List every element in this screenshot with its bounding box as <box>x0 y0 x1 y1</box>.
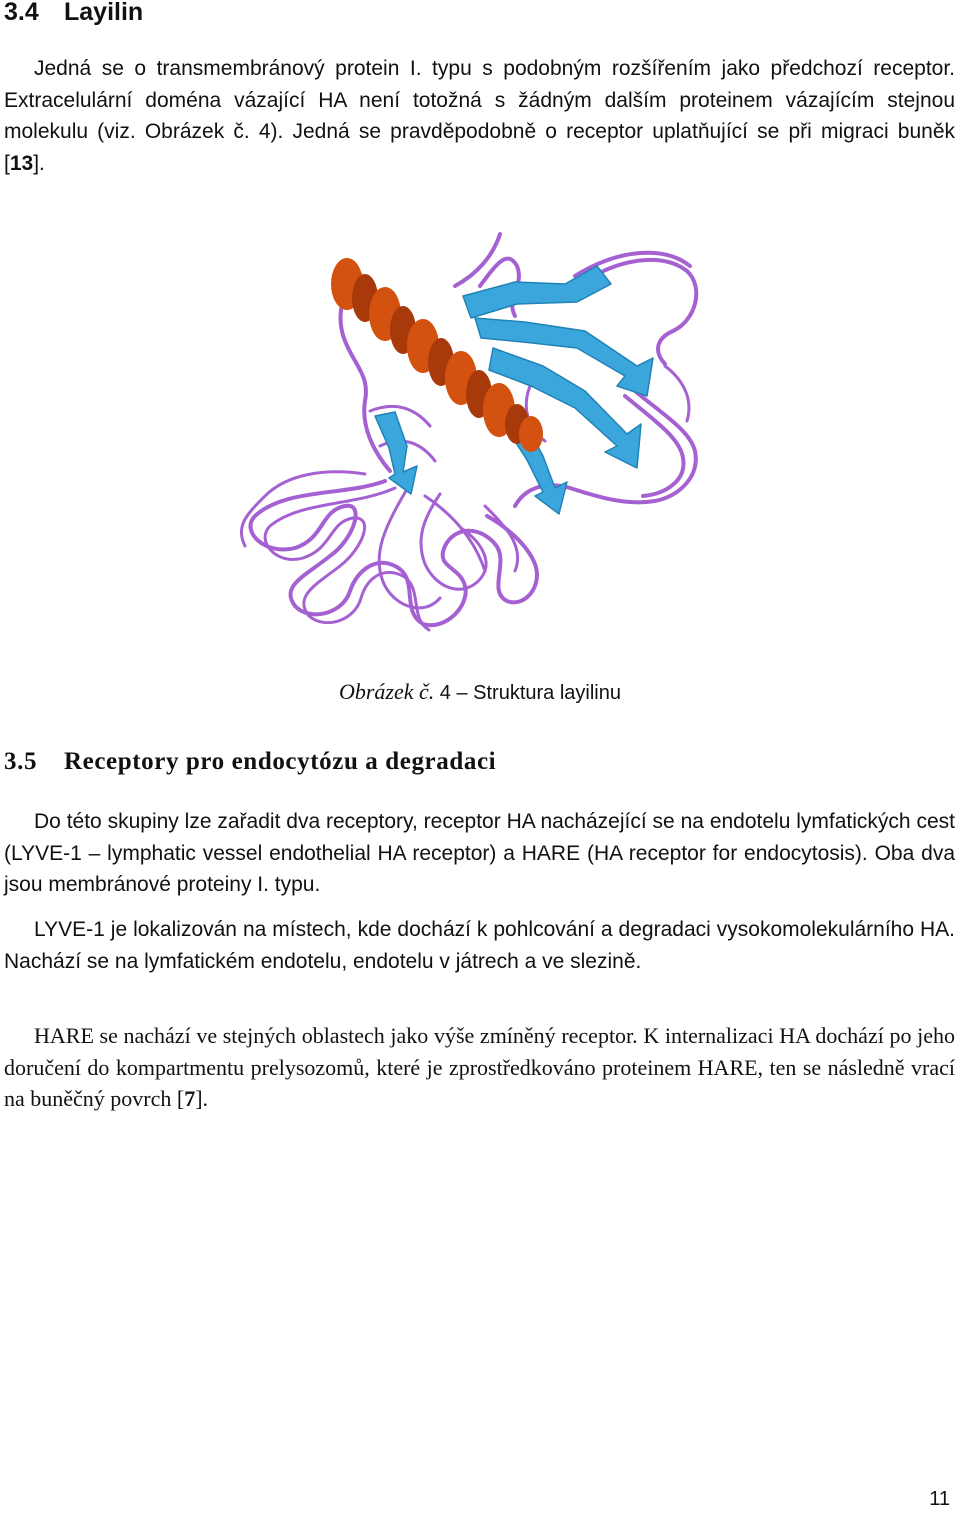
receptors-paragraph-2: LYVE-1 je lokalizován na místech, kde dochází k pohlcování a degradaci vysokomolekulárního HA. Nachází se na lymfatickém endotelu, endotelu v játrech a ve slezině. <box>4 918 955 973</box>
caption-label: Obrázek č. <box>338 679 435 704</box>
figure-caption <box>0 676 960 709</box>
coil-loops <box>241 234 696 630</box>
section-number: 3.5 <box>4 748 38 775</box>
layilin-structure-figure <box>225 226 715 636</box>
paragraph-text-end: ]. <box>33 151 45 175</box>
layilin-paragraph <box>4 53 955 179</box>
caption-text: 4 – Struktura layilinu <box>439 682 621 704</box>
citation-reference: 13 <box>9 151 34 175</box>
section-heading-layilin <box>4 0 143 27</box>
beta-sheet-strands <box>375 266 653 514</box>
section-title: Receptory pro endocytózu a degradaci <box>64 748 497 775</box>
section-heading-receptors <box>4 747 496 777</box>
paragraph-text-end: ]. <box>195 1086 209 1111</box>
paragraph-text: HARE se nachází ve stejných oblastech jako výše zmíněný receptor. K internalizaci HA dochází po jeho doručení do kompartmentu prelysozomů, které je zprostředkováno proteinem HARE, ten se následně vrací na buněčný povrch [ <box>4 1023 955 1111</box>
section-number: 3.4 <box>4 0 39 26</box>
paragraph-text: Jedná se o transmembránový protein I. typu s podobným rozšířením jako předchozí receptor. Extracelulární doména vázající HA není totožná s žádným dalším proteinem vázajícím stejnou molekulu (viz. Obrázek č. 4). Jedná se pravděpodobně o receptor uplatňující se při migraci buněk [ <box>4 57 955 175</box>
receptors-paragraph-1: Do této skupiny lze zařadit dva receptory, receptor HA nacházející se na endotelu lymfatických cest (LYVE-1 – lymphatic vessel endothelial HA receptor) a HARE (HA receptor for endocytosis). Oba dva jsou membránové proteiny I. typu. <box>4 810 955 896</box>
section-title: Layilin <box>64 0 144 26</box>
page-number: 11 <box>929 1488 950 1510</box>
citation-reference: 7 <box>184 1086 196 1111</box>
receptors-paragraph-3 <box>4 1020 955 1115</box>
